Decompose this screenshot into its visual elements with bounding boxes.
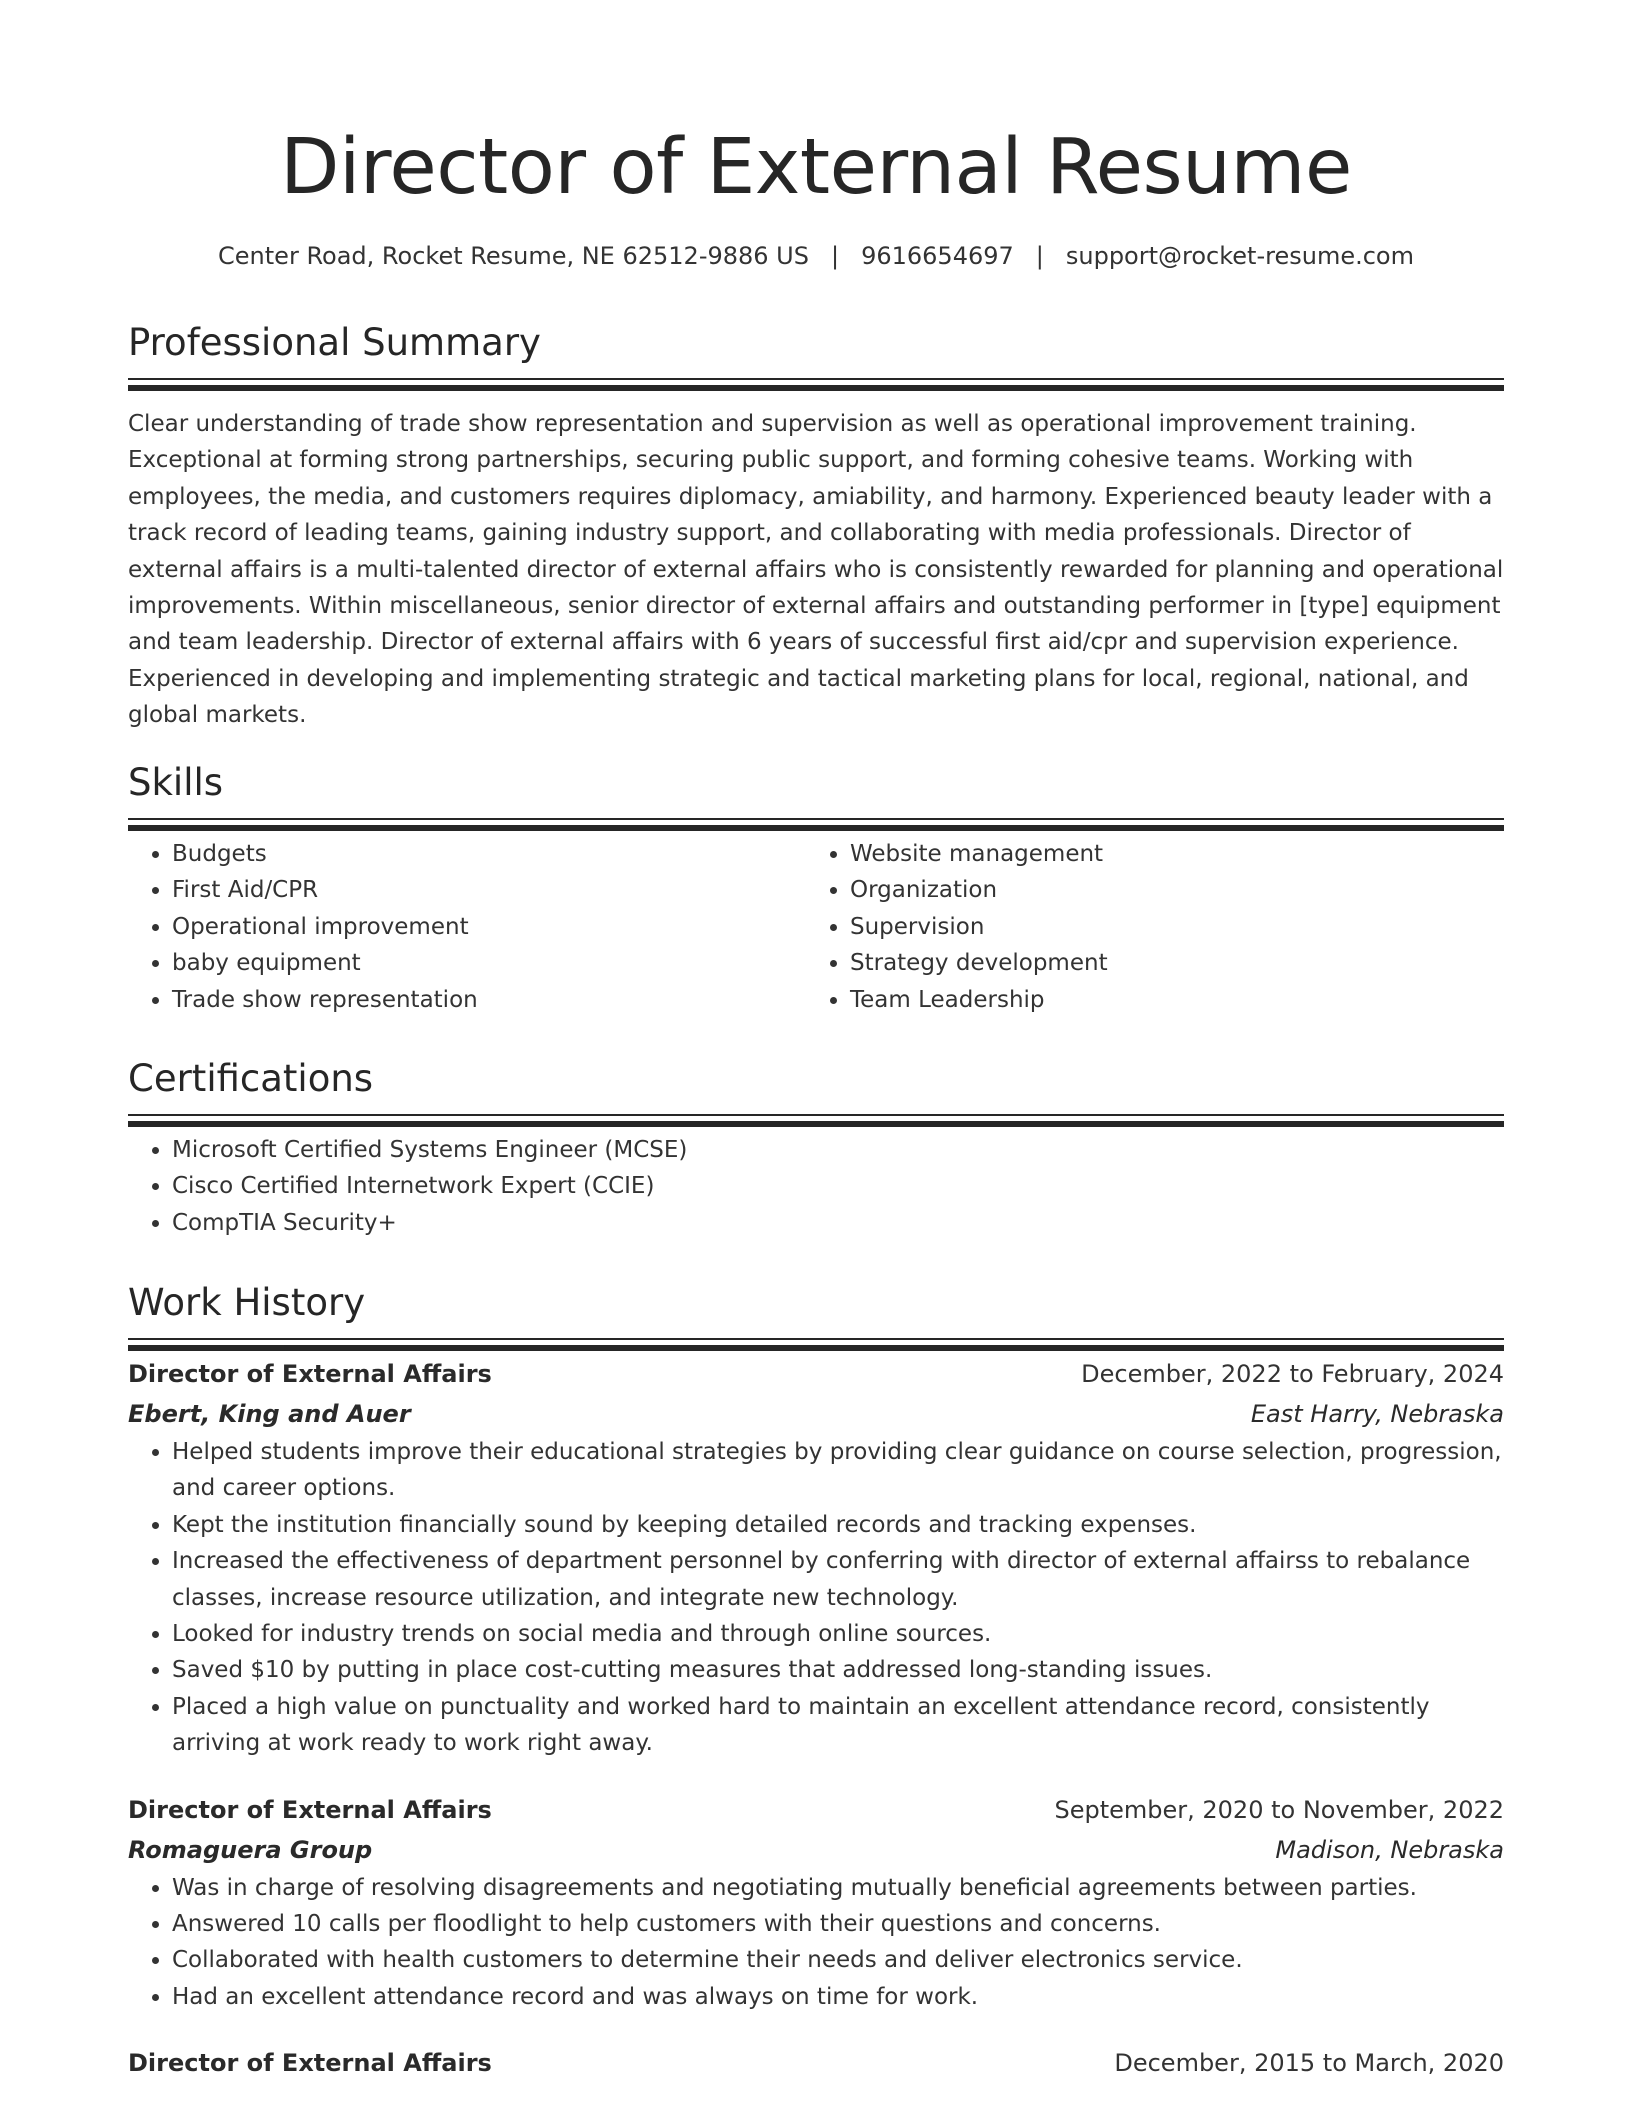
contact-phone: 9616654697 [861,242,1014,270]
skill-item: • Strategy development [850,945,1484,981]
skills-column-left [128,836,806,1018]
summary-text: Clear understanding of trade show representation and supervision as well as operational improvement training. Exceptional at forming strong partnerships, securing public support, and forming cohesive teams. Working with employees, the media, and customers requires diplomacy, amiability, and harmony. Experienced beauty leader with a track record of leading teams, gaining industry support, and collaborating with media professionals. Director of external affairs is a multi-talented director of external affairs who is consistently rewarded for planning and operational improvements. Within miscellaneous, senior director of external affairs and outstanding performer in [type] equipment and team leadership. Director of external affairs with 6 years of successful first aid/cpr and supervision experience. Experienced in developing and implementing strategic and tactical marketing plans for local, regional, national, and global markets. [128,411,1504,729]
job-title: Director of External Affairs [128,2049,492,2078]
job-company: Romaguera Group [128,1835,373,1864]
job-bullet: • Was in charge of resolving disagreements and negotiating mutually beneficial agreements between parties. [172,1870,1504,1906]
skill-item: • First Aid/CPR [172,872,806,908]
job-dates: December, 2015 to March, 2020 [1114,2049,1504,2078]
certifications-section [128,1054,1504,1241]
contact-line [128,238,1504,274]
job-title: Director of External Affairs [128,1360,492,1388]
section-divider [128,1114,1504,1116]
job-dates: September, 2020 to November, 2022 [1054,1795,1504,1824]
job-company: Ebert, King and Auer [128,1400,411,1428]
job-bullet: • Increased the effectiveness of department personnel by conferring with director of external affairss to rebalance classes, increase resource utilization, and integrate new technology. [172,1543,1504,1616]
contact-separator: | [830,242,840,270]
job-title: Director of External Affairs [128,1795,492,1824]
job-bullet: • Collaborated with health customers to determine their needs and deliver electronics service. [172,1942,1504,1978]
summary-section [128,318,1504,734]
job-dates: December, 2022 to February, 2024 [1081,1360,1504,1388]
work-history-heading: Work History [128,1281,366,1324]
contact-email: support@rocket-resume.com [1065,242,1414,270]
job-bullet: • Helped students improve their educational strategies by providing clear guidance on course selection, progression, and career options. [172,1434,1504,1507]
skills-heading: Skills [128,761,224,804]
resume-title: Director of External Resume [280,123,1352,212]
job-location: Madison, Nebraska [1275,1835,1504,1864]
job-entry [128,1790,1504,2016]
job-bullet: • Placed a high value on punctuality and worked hard to maintain an excellent attendance record, consistently arriving at work ready to work right away. [172,1689,1504,1762]
job-bullet: • Kept the institution financially sound by keeping detailed records and tracking expenses. [172,1507,1504,1543]
job-bullet: • Saved $10 by putting in place cost-cutting measures that addressed long-standing issues. [172,1652,1504,1688]
section-divider [128,818,1504,820]
skills-columns [128,836,1504,1018]
skill-item: • Trade show representation [172,982,806,1018]
certifications-list [128,1132,1504,1241]
job-entry [128,2043,1504,2083]
work-history-section [128,1278,1504,2083]
skill-item: • baby equipment [172,945,806,981]
skill-item: • Budgets [172,836,806,872]
certification-item: • Cisco Certified Internetwork Expert (CCIE) [172,1168,1504,1204]
skills-section [128,758,1504,1018]
skill-item: • Team Leadership [850,982,1484,1018]
skill-item: • Website management [850,836,1484,872]
skill-item: • Operational improvement [172,909,806,945]
skill-item: • Supervision [850,909,1484,945]
summary-heading: Professional Summary [128,321,541,364]
job-entry [128,1354,1504,1762]
job-bullet: • Answered 10 calls per floodlight to help customers with their questions and concerns. [172,1906,1504,1942]
job-bullets [128,1870,1504,2016]
contact-address: Center Road, Rocket Resume, NE 62512-9886 US [218,242,809,270]
certifications-heading: Certifications [128,1057,374,1100]
skill-item: • Organization [850,872,1484,908]
skills-column-right [806,836,1484,1018]
job-location: East Harry, Nebraska [1250,1400,1504,1428]
contact-separator: | [1035,242,1044,270]
certification-item: • CompTIA Security+ [172,1205,1504,1241]
certification-item: • Microsoft Certified Systems Engineer (MCSE) [172,1132,1504,1168]
job-bullet: • Had an excellent attendance record and was always on time for work. [172,1979,1504,2015]
job-bullets [128,1434,1504,1762]
section-divider [128,378,1504,380]
section-divider [128,1338,1504,1340]
job-bullet: • Looked for industry trends on social media and through online sources. [172,1616,1504,1652]
